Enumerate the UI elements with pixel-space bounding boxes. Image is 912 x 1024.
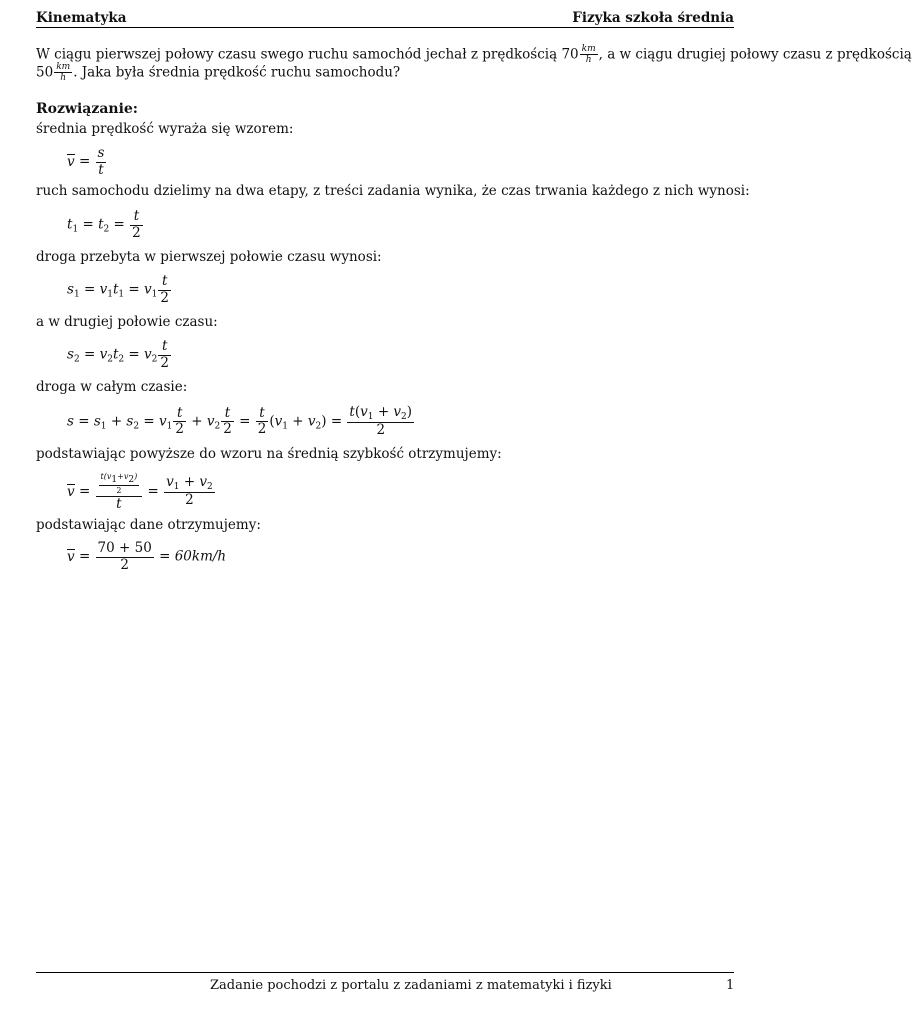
- unit-numerator: km: [56, 62, 71, 72]
- equation-time-halves: $t_1 = t_2$ = $\frac{t}{2}$: [67, 208, 141, 241]
- solution-text-4: a w drugiej połowie czasu:: [36, 314, 218, 330]
- equation-result: v = $\frac{70 + 50}{2}$ = 60km/h: [67, 540, 227, 573]
- unit-fraction-2: [54, 62, 72, 84]
- task-speed-2: 50: [36, 64, 54, 81]
- unit-fraction-1: [580, 44, 598, 66]
- result-value: = 60km/h: [159, 548, 227, 565]
- solution-text-2: ruch samochodu dzielimy na dwa etapy, z treści zadania wynika, że czas trwania każdego z nich wynosi:: [36, 183, 750, 199]
- solution-text-1: średnia prędkość wyraża się wzorem:: [36, 121, 294, 137]
- header-course: Fizyka szkoła średnia: [572, 10, 734, 26]
- task-text-a: W ciągu pierwszej połowy czasu swego ruchu samochód jechał z prędkością 70: [36, 46, 579, 63]
- equation-distance-1: $s_1 = v_1t_1 = v_1$ $\frac{t}{2}$: [67, 273, 169, 306]
- unit-denominator: h: [60, 73, 67, 84]
- result-numerator: 70 + 50: [97, 540, 152, 556]
- footer-divider: [36, 972, 734, 973]
- header-topic: Kinematyka: [36, 10, 127, 26]
- solution-heading: Rozwiązanie:: [36, 101, 138, 117]
- solution-text-3: droga przebyta w pierwszej połowie czasu wynosi:: [36, 249, 382, 265]
- page-header: [36, 10, 734, 28]
- equation-average-speed: v = $\frac{s}{t}$: [67, 145, 105, 178]
- unit-denominator: h: [585, 55, 592, 66]
- task-text-b: , a w ciągu drugiej połowy czasu z prędkością: [598, 46, 912, 63]
- unit-numerator: km: [581, 44, 596, 54]
- page-number: 1: [726, 978, 735, 993]
- equation-average-derived: v = $\frac{\frac{t(v_1+v_2)}{2}}{t}$ = $\frac{v_1 + v_2}{2}$: [67, 472, 213, 512]
- task-line-2: [36, 62, 400, 84]
- solution-text-6: podstawiając powyższe do wzoru na średnią szybkość otrzymujemy:: [36, 446, 502, 462]
- task-question: . Jaka była średnia prędkość ruchu samochodu?: [73, 64, 401, 81]
- footer-source: Zadanie pochodzi z portalu z zadaniami z matematyki i fizyki: [210, 978, 612, 993]
- equation-total-distance: $s = s_1 + s_2 = v_1$ $\frac{t}{2}$ + $v_2$ $\frac{t}{2}$ = $\frac{t}{2}$ $(v_1 + v_2)$ = $\frac{t(v_1 + v_2)}{2}$: [67, 404, 413, 439]
- solution-text-7: podstawiając dane otrzymujemy:: [36, 517, 261, 533]
- equation-distance-2: $s_2 = v_2t_2 = v_2$ $\frac{t}{2}$: [67, 338, 169, 371]
- result-denominator: 2: [120, 556, 129, 573]
- solution-text-5: droga w całym czasie:: [36, 379, 188, 395]
